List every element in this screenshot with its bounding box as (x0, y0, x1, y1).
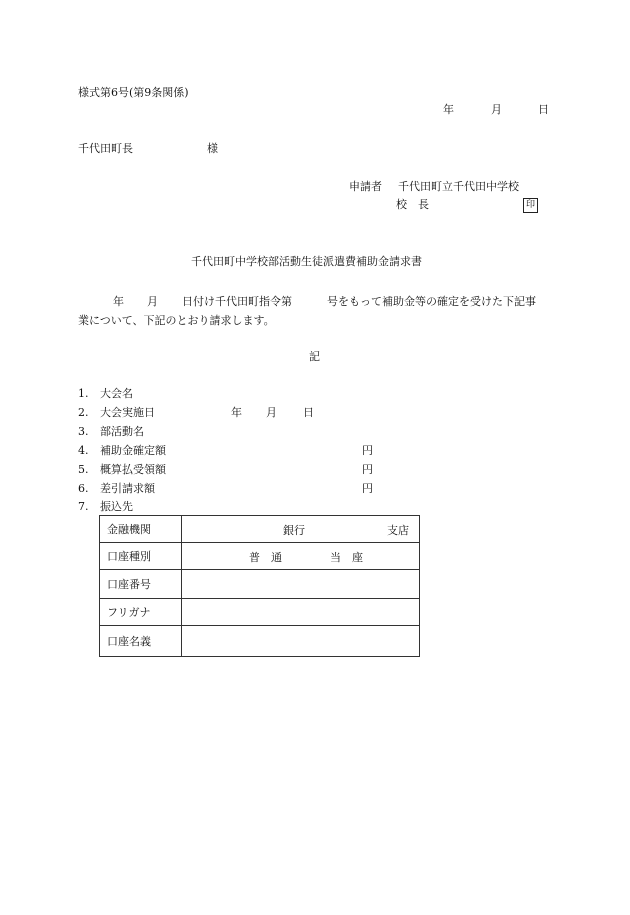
seal-mark: 印 (523, 198, 538, 213)
table-row (100, 543, 420, 570)
body-line-2: 業について、下記のとおり請求します。 (78, 314, 275, 327)
form-number: 様式第6号(第9条関係) (78, 86, 189, 99)
item-number: 3. (78, 425, 89, 438)
date-day-label: 日 (538, 103, 549, 116)
item-label: 大会実施日 (100, 406, 155, 419)
event-day-label: 日 (303, 406, 314, 419)
account-type-current[interactable]: 当 座 (330, 551, 363, 564)
row-label: フリガナ (100, 599, 182, 626)
document-title: 千代田町中学校部活動生徒派遣費補助金請求書 (191, 255, 422, 268)
bank-transfer-table (99, 515, 420, 657)
row-label: 口座名義 (100, 626, 182, 657)
item-number: 2. (78, 406, 89, 419)
event-year-label: 年 (231, 406, 242, 419)
table-row (100, 516, 420, 543)
item-label: 補助金確定額 (100, 444, 166, 457)
branch-suffix: 支店 (387, 524, 409, 537)
item-label: 概算払受領額 (100, 463, 166, 476)
item-label: 部活動名 (100, 425, 144, 438)
yen-unit: 円 (362, 482, 373, 495)
account-holder-field[interactable] (182, 626, 420, 657)
date-month-label: 月 (491, 103, 502, 116)
bank-name-field[interactable] (182, 516, 420, 543)
addressee-name: 千代田町長 (78, 142, 133, 155)
bank-suffix: 銀行 (283, 524, 305, 537)
table-row (100, 570, 420, 599)
item-number: 4. (78, 444, 89, 457)
row-label: 金融機関 (100, 516, 182, 543)
item-number: 6. (78, 482, 89, 495)
applicant-title: 校 長 (396, 198, 429, 211)
ki-heading: 記 (309, 350, 320, 363)
account-type-field[interactable] (182, 543, 420, 570)
item-number: 1. (78, 387, 89, 400)
item-label: 差引請求額 (100, 482, 155, 495)
account-type-ordinary[interactable]: 普 通 (249, 551, 282, 564)
table-row (100, 599, 420, 626)
item-label: 振込先 (100, 500, 133, 513)
body-year: 年 (113, 295, 124, 308)
furigana-field[interactable] (182, 599, 420, 626)
item-number: 5. (78, 463, 89, 476)
body-directive-rest: 号をもって補助金等の確定を受けた下記事 (327, 295, 536, 308)
date-year-label: 年 (443, 103, 454, 116)
row-label: 口座番号 (100, 570, 182, 599)
row-label: 口座種別 (100, 543, 182, 570)
yen-unit: 円 (362, 444, 373, 457)
event-month-label: 月 (266, 406, 277, 419)
account-number-field[interactable] (182, 570, 420, 599)
table-row (100, 626, 420, 657)
applicant-label: 申請者 (349, 180, 382, 193)
item-label: 大会名 (100, 387, 133, 400)
item-number: 7. (78, 500, 89, 513)
body-month: 月 (147, 295, 158, 308)
addressee-honorific: 様 (207, 142, 218, 155)
body-day-directive: 日付け千代田町指令第 (182, 295, 292, 308)
yen-unit: 円 (362, 463, 373, 476)
applicant-school: 千代田町立千代田中学校 (398, 180, 519, 193)
